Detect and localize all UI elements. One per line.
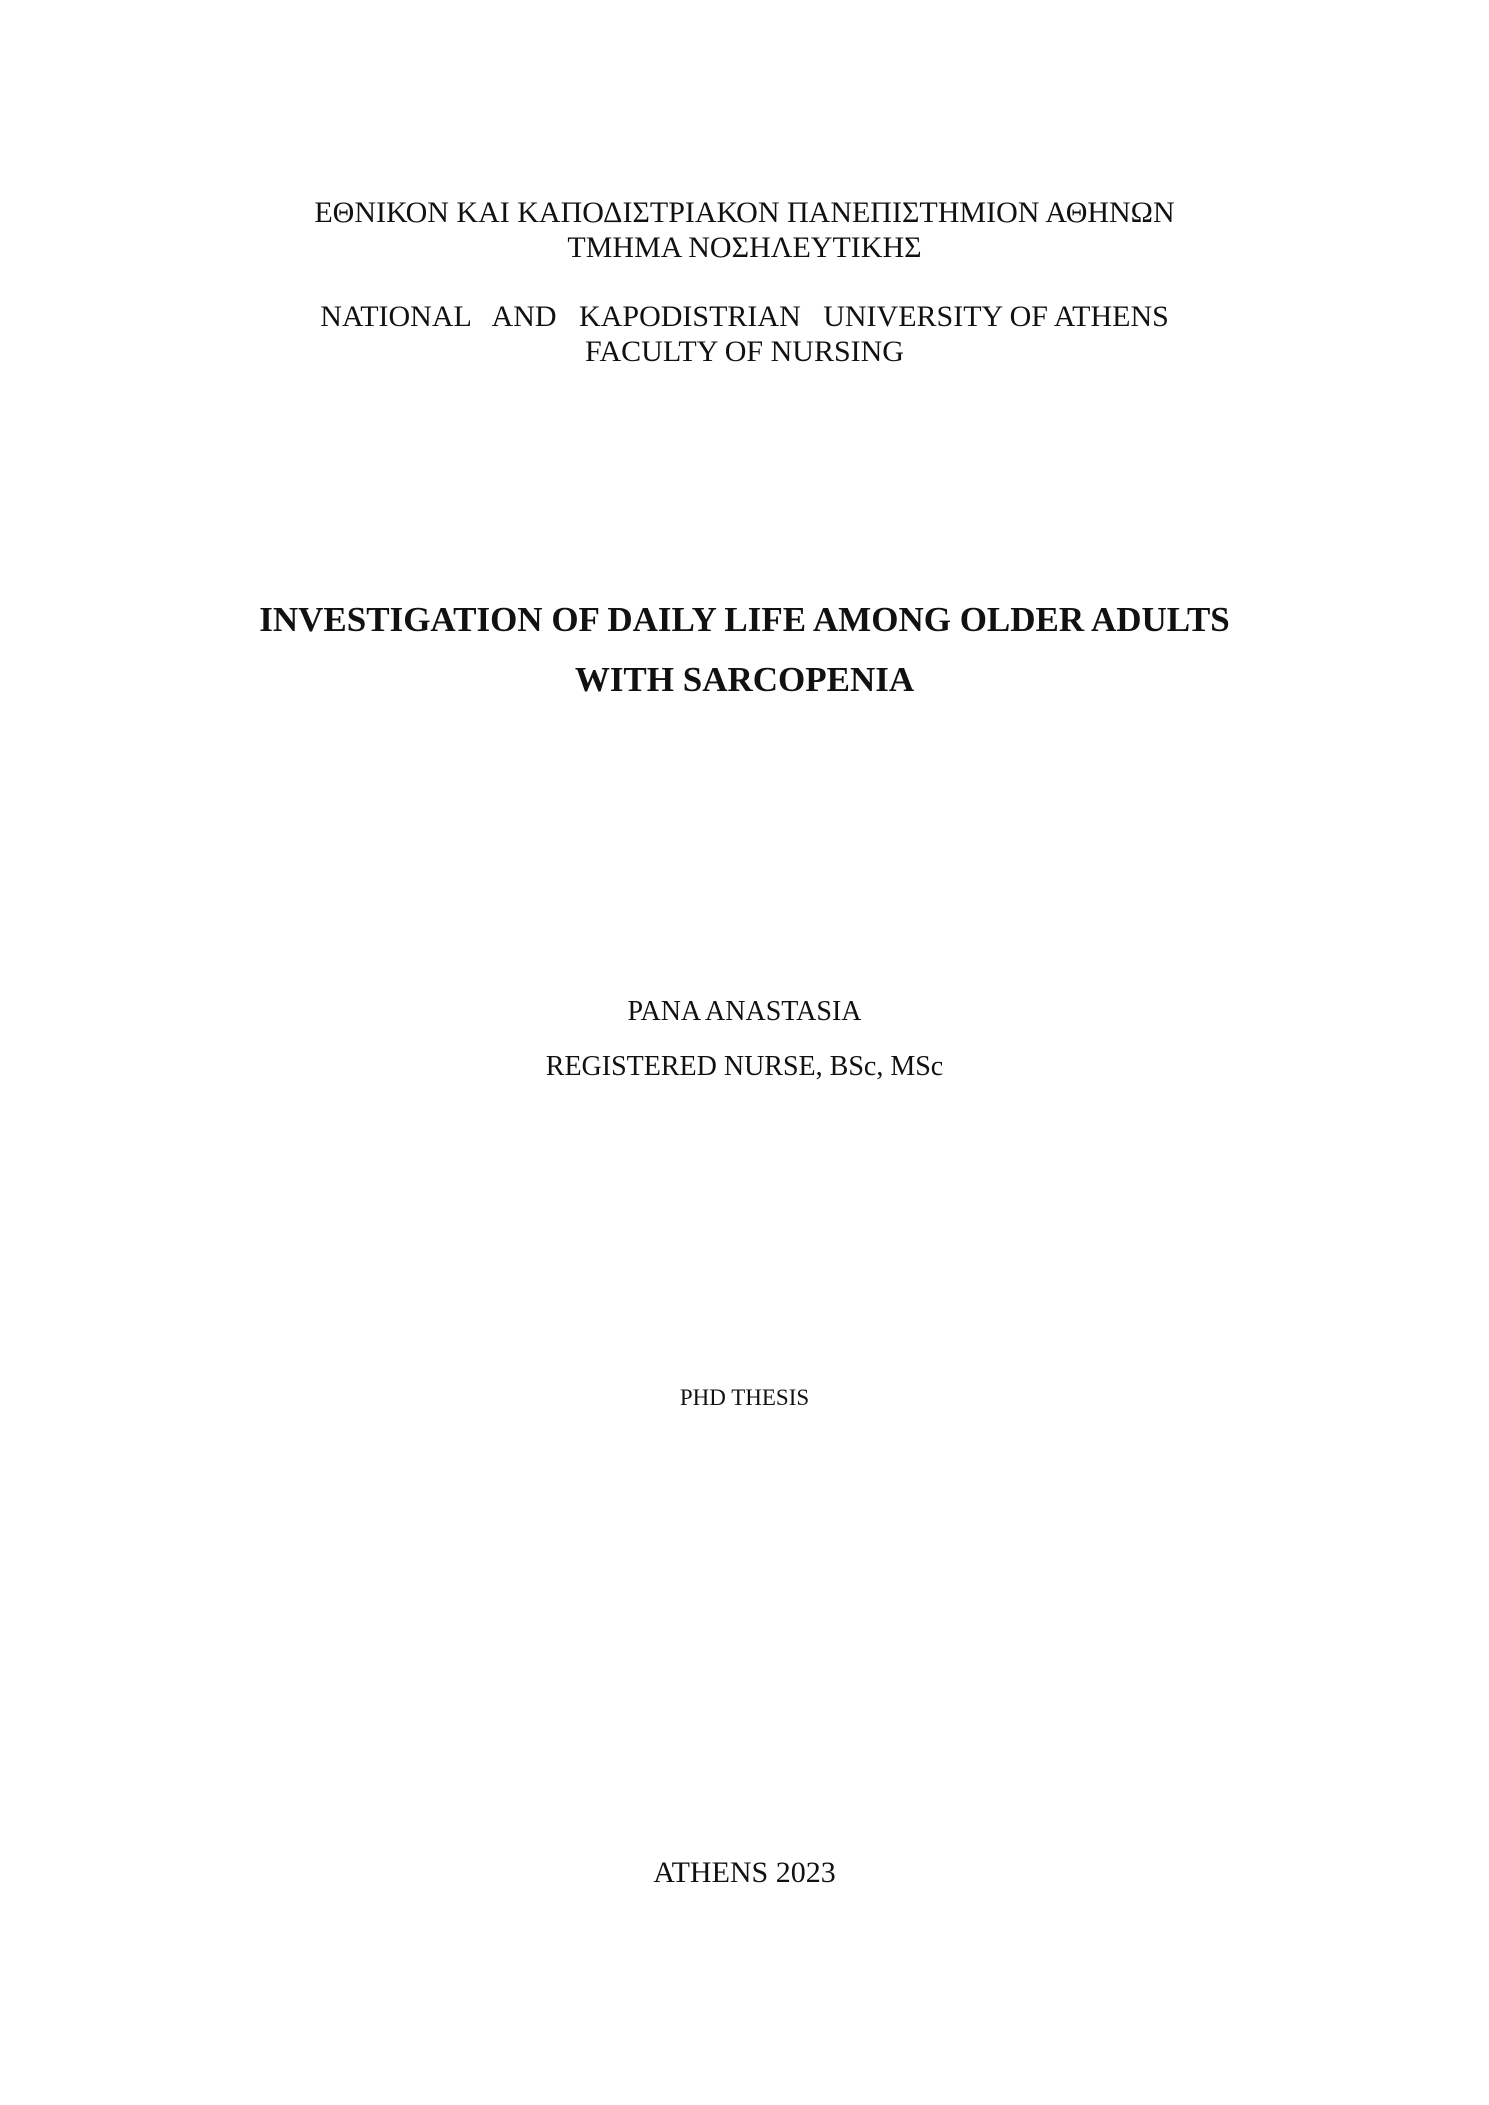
author-credentials: REGISTERED NURSE, BSc, MSc — [545, 1051, 944, 1082]
thesis-title-line-2: WITH SARCOPENIA — [574, 660, 915, 699]
institution-greek-name: ΕΘΝΙΚΟΝ ΚΑΙ ΚΑΠΟΔΙΣΤΡΙΑΚΟΝ ΠΑΝΕΠΙΣΤΗΜΙΟΝ ΑΘΗΝΩΝ — [314, 196, 1175, 229]
document-type: PHD THESIS — [679, 1385, 810, 1410]
thesis-title-line-1: INVESTIGATION OF DAILY LIFE AMONG OLDER ADULTS — [259, 600, 1230, 639]
institution-english-name: NATIONAL AND KAPODISTRIAN UNIVERSITY OF ATHENS — [320, 300, 1169, 333]
place-and-year: ATHENS 2023 — [653, 1856, 836, 1889]
institution-greek-department: ΤΜΗΜΑ ΝΟΣΗΛΕΥΤΙΚΗΣ — [567, 231, 922, 264]
author-name: PANA ANASTASIA — [627, 996, 862, 1027]
institution-english-department: FACULTY OF NURSING — [585, 335, 904, 368]
